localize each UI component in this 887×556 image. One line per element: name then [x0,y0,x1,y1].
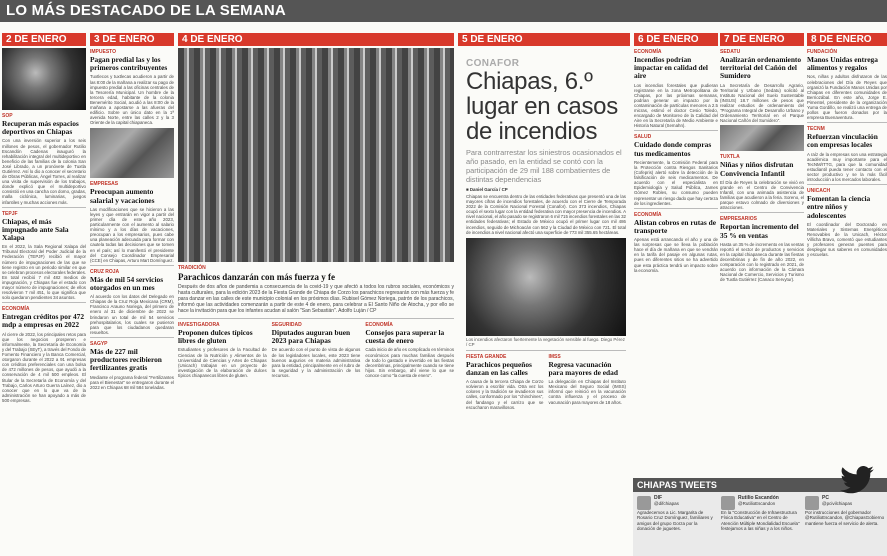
feature-headline[interactable]: Chiapas, 6.º lugar en casos de incendios [466,68,618,145]
article-body: Los incendios forestales que pudieran registrarse en la zona Metropolitana de Chiapas, por las próximas semanas, podrían generar un impacto por la contaminación de partículas menores a 2.5 micras, estimó el doctor Cesio Toledo, encargado de Monitoreo de la Calidad del Aire en la Secretaría de Medio Ambiente e Historia Natural (Semahn). [634,82,718,129]
article-body: La Secretaría de Desarrollo Agrario, Territorial y Urbano (Sedatu) solicitó al Instituto Nacional del Suelo Sustentable (INSUS) 18.7 millones de pesos que realizar estudios de ordenamiento del "Programa Integral de Desarrollo Urbano y Ordenamiento Territorial en el Parque Nacional Cañón del Sumidero". [720,82,804,124]
article-body: Nos, niñas y adultos disfrutaron de las celebraciones del Día de Reyes que organizó la Fundación Manos Unidas por Chiapas en diferentes comunidades de Berriozábal. En este año, Jorge E. Pimentel, presidente de la organización Yuma Gordillo, se realizó una entrega de pollos que fueron donados por la empresa Buenaventura. [807,74,887,121]
tweet-handle: @pcivilchiapas [822,501,853,507]
section-label: CRUZ ROJA [90,268,120,275]
section-label: IMSS [548,353,561,360]
article-body: La delegación en Chiapas del Instituto Mexicano del Seguro Social (IMSS) informó que reinició en la vacunación contra influenza y el proceso de vacunación para mayores de 18 años. [548,379,626,405]
date-header: 3 DE ENERO [90,33,174,46]
article-body: El Día de Reyes la celebración se vivió en grande en el Centro de Convivencia Infantil, con una animada asistencia de familias que acudieron a la feria. Soreno, el parque estuvo colmado de diversiones y atracciones. [720,179,804,211]
tweet-handle: @RutilioEscandon [738,501,776,507]
date-header: 8 DE ENERO [807,33,887,46]
parachicos-photo [178,48,454,262]
headline[interactable]: Más de mil 54 servicios otorgados en un mes [90,274,164,292]
article-body: Apenas está arrancando el año y una de las sorpresas que se lleva la población hace el día de mañana en que se vendrán en la tarifa del pasaje en algunas rutas, pues en diferentes sitios se ha advertido que esta práctica tendrá un impacto sobre la economía. [634,237,718,273]
headline[interactable]: Consejos para superar la cuesta de enero [365,328,445,346]
headline[interactable]: Entregan créditos por 472 mdp a empresas en 2022 [2,312,85,330]
headline[interactable]: Chiapas, el más impugnado ante Sala Xalapa [2,216,69,243]
headline[interactable]: Reportan incremento del 35 % en ventas [720,222,799,240]
date-header: 7 DE ENERO [720,33,804,46]
date-header: 2 DE ENERO [2,33,86,46]
tweet-text: Agradecemos a Lic. Margarita de Rosario Cruz Domínguez, familiares y amigos del grupo Gorza por la donación de juguetes. [637,510,713,531]
article-body: Hasta un 35 % de incremento en las ventas reportó el sector de productos y servicios en la capital chiapaneca durante las fiestas decembrinas y de fin de año 2022, en comparación con lo registrado en 2021, de acuerdo con información de la Cámara Nacional de Comercio, Servicios y Turismo de Tuxtla Gutiérrez (Canaco Servytur). [720,241,804,283]
headline[interactable]: Fomentan la ciencia entre niños y adolescentes [807,194,871,220]
avatar [721,496,735,510]
date-header: 6 DE ENERO [634,33,718,46]
article-body: Estudiantes y profesores de la Facultad de Ciencias de la Nutrición y Alimentos de la Universidad de Ciencias y Artes de Chiapas (Unicach) trabajan en un proyecto de investigación de la elaboración de dulces típicos chiapanecos libres de gluten. [178,347,267,378]
chiapas-tweets-box [633,478,887,556]
article-body: A raíz de la empresas son una estrategia académica muy importante para el TecNM/ITTG, para que la comunidad estudiantil pueda tener contacto con el sector productivo y se la más fácil introducción a los mercados laborales. [807,151,887,183]
column-jan-8 [807,33,887,476]
article-body: Al acuerdo con los datos del Delegado en Chiapas de la Cruz Roja Mexicana (CRM), Francisco Arauno Noriega, del primero de enero al 31 de diciembre de 2022 se brindaron un total de mil 54 servicios prehospitalarios, los cuales se pusieron para que los ciudadanos quedaran resueltos. [90,294,174,335]
section-label: ECONOMÍA [634,211,662,218]
headline[interactable]: Regresa vacunación para mayores de edad [548,359,618,377]
twitter-bird-icon [839,466,875,494]
section-label: TRADICIÓN [178,265,206,271]
section-label: EMPRESAS [90,181,119,188]
article-body: De acuerdo con el punto de vista de algunos de los legisladores locales, este 2023 tiene buenos augurios en materia administrativa para la entidad, principalmente en el rubro de la seguridad y la administración de los recursos. [271,347,361,378]
fire-photo [466,238,626,336]
tweet-card[interactable] [721,496,801,531]
date-header: 4 DE ENERO [178,33,454,46]
feature-body: Después de dos años de pandemia a consecuencia de la covid-19 y que afectó a todos los rubros sociales, económicos y hasta culturales, para la edición 2023 de la Fiesta Grande de Chiapa de Corzo los parachicos regresarán con más fuerza y fe para danzar en las calles de este municipio colonial en los próximos días. Rubisel Gómez Noriega, patrón de los parachicos, informó que las actividades comenzarán a partir de este 4 de enero, para celebrar a El Santo Niño de Atocha, y por ello se hace la invitación para que los infantes acudan al salón "San Sebastián". Adolfo Luján / CP [178,284,454,314]
headline[interactable]: Proponen dulces típicos libres de gluten [178,328,253,346]
avatar [637,496,651,510]
section-label: SEDATU [720,49,741,55]
column-jan-7 [720,33,804,476]
feature-body: Chiapas se encuentra dentro de las entidades federativas que presentó una de las mayores cifras de incendios forestales, de acuerdo con el Cierre de Temporada 2022 de la Comisión Nacional Forestal (Conafor). Con 373 incendios, Chiapas ocupó el sexto lugar con la entidad federativa con mayor presencia de incendios. A nivel nacional, el año pasado se registraron 6 mil 715 incendios forestales en las 32 entidades federativas; el Estado de México ocupó el primer lugar con mil 486 incendios, seguido de Michoacán con 562 y la Ciudad de México con 721. El total de incendios a nivel nacional afectó una superficie de 773 mil 355.65 hectáreas. [466,194,626,235]
headline[interactable]: Niñas y niños disfrutan Convivencia Infantil [720,160,794,178]
headline[interactable]: Más de 227 mil productores recibieron fertilizantes gratis [90,346,162,373]
section-label: SOP [2,113,13,119]
section-label: ECONOMÍA [2,306,30,313]
section-label: FUNDACIÓN [807,49,837,55]
section-label: ECONOMÍA [634,49,662,55]
tweet-author: Rutilio Escandón [738,495,779,501]
section-label: ECONOMÍA [365,322,393,328]
article-photo [720,125,804,151]
section-label: IMPUESTO [90,49,117,55]
headline[interactable]: Refuerzan vinculación con empresas locales [807,132,878,150]
article-body: Al cierre de 2022, los principales retos para que los negocios prosperen e informalmente, la Secretaría de Economía y del Trabajo (SEyT), a través del Fondo de Fomento Financiero y la Banca Comercial, otorgaron durante el 2022 a 91 empresas con créditos preferenciales con una bolsa de 472 millones de pesos, que ayudó a la conservación de 4 mil 500 empleos. El titular de la Secretaría de Economía y del Trabajo, Carlos Arturo Guerra Laínez, dio a conocer que en lo que va de la administración se han apoyado a más de 500 empresas. [2,331,86,403]
column-jan-4 [178,33,454,556]
tweet-author: PC [822,495,829,501]
column-jan-3 [90,33,174,556]
article-body: El coordinador del Doctorado en Materiales y Sistemas Energéticos Renovables de la Unicach, Héctor Villicha Bravo, comentó que estudiantes y profesores generan puentes para desplegar sus saberes en comunidades y escuelas. [807,221,887,258]
headline[interactable]: Alistan cobros en rutas de transporte [634,217,716,235]
article-body: Cada inicio de año es complicado en términos económicos para muchas familias después de todo lo gastado e invertido en las fiestas decembrinas, principalmente cuando se tiene hijos. Sin embargo, ahí viene lo que se conoce como "la cuesta de enero". [365,347,454,378]
section-label: SEGURIDAD [271,322,302,328]
feature-headline[interactable]: Parachicos danzarán con más fuerza y fe [178,272,335,282]
headline[interactable]: Cuidado donde compras tus medicamentos [634,140,712,158]
headline[interactable]: Incendios podrían impactar en calidad del aire [634,55,708,81]
tweet-handle: @difchiapas [654,501,679,507]
page-banner: LO MÁS DESTACADO DE LA SEMANA [0,0,887,22]
photo-caption: Los incendios afectaron fuertemente la vegetación sensible al fuego. Diego Pérez / CP [466,336,625,347]
column-jan-5 [458,33,630,556]
section-label: EMPRESARIOS [720,216,757,223]
headline[interactable]: Recuperan más espacios deportivos en Chiapas [2,119,79,137]
tweet-text: Por instrucciones del gobernador @RutilioEscandon, @ChiapasGobierno mantiene fuerza el servicio de alerta. [805,510,885,526]
section-label: UNICACH [807,188,831,195]
tweet-card[interactable] [637,496,717,531]
article-photo [90,128,174,178]
article-photo [2,48,86,110]
section-label: TUXTLA [720,154,740,161]
feature-subtitle: Para contrarrestar los siniestros ocasionados el año pasado, en la entidad se contó con la participación de 29 mil 188 combatientes de distintas dependencias [466,148,622,184]
column-jan-2 [2,33,86,556]
headline[interactable]: Diputados auguran buen 2023 para Chiapas [271,328,351,346]
section-label: TECNM [807,126,825,133]
section-kicker: CONAFOR [466,58,520,69]
avatar [805,496,819,510]
section-label: SAGYP [90,340,108,347]
tweet-author: DIF [654,495,663,501]
byline: ■ Daniel García / CP [466,187,508,192]
headline[interactable]: Analizarán ordenamiento territorial del Cañón del Sumidero [720,55,802,81]
headline[interactable]: Manos Unidas entrega alimentos y regalos [807,55,878,73]
article-body: Mediante el programa federal "Fertilizantes para el Bienestar" se entregaron durante el 2022 en Chiapas 68 mil 584 toneladas. [90,374,174,390]
article-body: Tuxtlecos y tuxtlecas acudieron a partir de las 8:00 de la mañana a realizar su pago de impuesto predial a las oficinas centrales de la Tesorería Municipal. Un hombre de la tercera edad, habitante de la colonia Benemérito Social, acudió a las 8:00 de la mañana a apostarse a las afueras del edificio. Sobre un único dato en la 1ª avenida Norte, entre las calles 2 y la 3 Oriente de la capital chiapaneca. [90,74,174,126]
article-body: Las modificaciones que se hicieron a las leyes y que entrarán en vigor a partir del primer día de este año 2023, particularmente con el aumento al salario mínimo y a los días de vacaciones, preocupan a los empresarios, pues cabe una planeación adecuada para formar con cautela todas las decisiones que se tomen en el país; así lo manifestó el presidente del Consejo Coordinador Empresarial (CCE) en Chiapas, Arturo Mart Domínguez. [90,206,174,263]
tweets-title: CHIAPAS TWEETS [633,478,887,492]
section-label: TEPJF [2,210,18,217]
article-body: A causa de la tercera Chiapa de Corzo volvieron a escribir vida. Otra vez los colores y la tradición se invadieron sus calles, conformado por los "chinchines", del fandango y el carrizo que se escucharon maravillosos. [466,379,544,410]
headline[interactable]: Pagan predial las y los primeros contribuyentes [90,55,168,73]
section-label: INVESTIGADORA [178,322,220,328]
section-label: SALUD [634,134,652,141]
date-header: 5 DE ENERO [458,33,630,46]
headline[interactable]: Preocupan aumento salarial y vacaciones [90,187,155,205]
tweet-card[interactable] [805,496,885,526]
article-body: Con una inversión superior a los seis millones de pesos, el gobernador Rutilio Escandón Cadenas inauguró la rehabilitación integral del multideportivo en beneficio de las familias de la colonia San José Librado, a un pronóvete de Tuxtla Gutiérrez. Así lo dio a conocer el secretario de Obras Públicas, Ángel Torres, al realizar una visita de supervisión de los trabajos, donde explicó que el multideportivo consistió en una cancha con domo, gradas, malla ciclónica, luminarias, juegos infantiles y muchas acciones más. [2,138,86,205]
section-label: FIESTA GRANDE [466,353,507,360]
article-body: En el 2022, la Sala Regional Xalapa del Tribunal Electoral del Poder Judicial de la Federación (TEPJF) recibió el mayor número de impugnaciones de las que se tiene registro en un periodo similar en que se celebran procesos electorales federales. En total recibió 7 mil 482 medios de impugnación, y Chiapas fue el estado con mayor número de impugnaciones; de ellos resolvieron 7 mil 451, lo que significa que solo quedaron pendientes 34 asuntos. [2,244,86,301]
column-jan-6 [634,33,718,476]
article-body: Recientemente, la Comisión Federal para la Protección contra Riesgos Sanitarios (Cofepris) alertó sobre la detección de la falsificación de seis medicamentos. De acuerdo con el especialista en Epidemiología y Salud Pública, James Gómez Robles, su consumo pueden representar un riesgo dado que hay certeza de los ingredientes. [634,159,718,206]
headline[interactable]: Parachicos pequeños danzan en las calles [466,359,532,377]
tweet-text: En la "Construcción de Infraestructura Física Educativa" en el Centro de Atención Múltiple Mondialidad Escuela" festejamos a las niñas y a los niños. [721,510,800,531]
